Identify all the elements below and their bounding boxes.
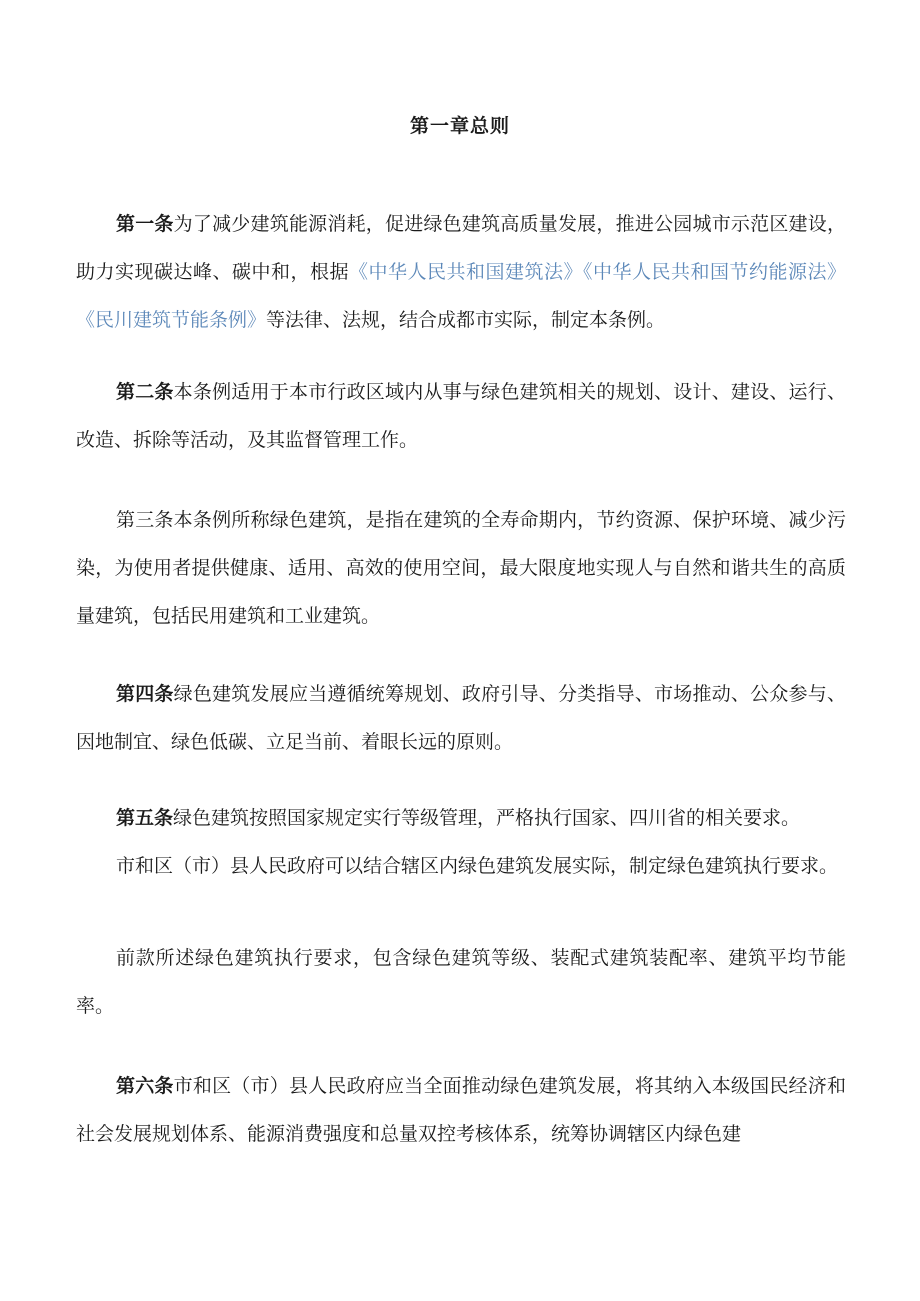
article-1-label: 第一条 (116, 213, 174, 235)
article-1 (76, 200, 846, 344)
article-5-paragraph-3-text: 前款所述绿色建筑执行要求，包含绿色建筑等级、装配式建筑装配率、建筑平均节能率。 (76, 947, 846, 1017)
article-6-label: 第六条 (116, 1075, 174, 1097)
article-3 (76, 496, 846, 640)
article-6-text: 市和区（市）县人民政府应当全面推动绿色建筑发展，将其纳入本级国民经济和社会发展规划体系、能源消费强度和总量双控考核体系，统筹协调辖区内绿色建 (76, 1075, 846, 1145)
article-5-text: 绿色建筑按照国家规定实行等级管理，严格执行国家、四川省的相关要求。 (173, 807, 801, 829)
article-2-text: 本条例适用于本市行政区域内从事与绿色建筑相关的规划、设计、建设、运行、改造、拆除等活动，及其监督管理工作。 (76, 381, 846, 451)
article-5-label: 第五条 (116, 807, 174, 829)
article-6 (76, 1062, 846, 1158)
article-5 (76, 794, 846, 842)
article-3-text: 第三条本条例所称绿色建筑，是指在建筑的全寿命期内，节约资源、保护环境、减少污染，为使用者提供健康、适用、高效的使用空间，最大限度地实现人与自然和谐共生的高质量建筑，包括民用建筑和工业建筑。 (76, 509, 846, 627)
article-2 (76, 368, 846, 464)
article-2-label: 第二条 (116, 381, 174, 403)
law-reference-energy-conservation-law[interactable]: 《中华人民共和国节约能源法》 (582, 261, 846, 283)
article-5-paragraph-2 (76, 842, 846, 890)
article-4-label: 第四条 (116, 683, 174, 705)
article-4-text: 绿色建筑发展应当遵循统筹规划、政府引导、分类指导、市场推动、公众参与、因地制宜、绿色低碳、立足当前、着眼长远的原则。 (76, 683, 846, 753)
article-5-paragraph-2-text: 市和区（市）县人民政府可以结合辖区内绿色建筑发展实际，制定绿色建筑执行要求。 (116, 855, 839, 877)
article-1-text-b: 等法律、法规，结合成都市实际，制定本条例。 (266, 309, 666, 331)
chapter-title: 第一章总则 (409, 115, 510, 137)
law-reference-construction-law[interactable]: 《中华人民共和国建筑法》 (348, 261, 583, 283)
article-1-text-a: 为了减少建筑能源消耗，促进绿色建筑高质量发展，推进公园城市示范区建设，助力实现碳达峰、碳中和，根据 (76, 213, 846, 283)
article-4 (76, 670, 846, 766)
article-5-paragraph-3 (76, 934, 846, 1030)
law-reference-sichuan-building-regulation[interactable]: 《民川建筑节能条例》 (76, 309, 267, 331)
